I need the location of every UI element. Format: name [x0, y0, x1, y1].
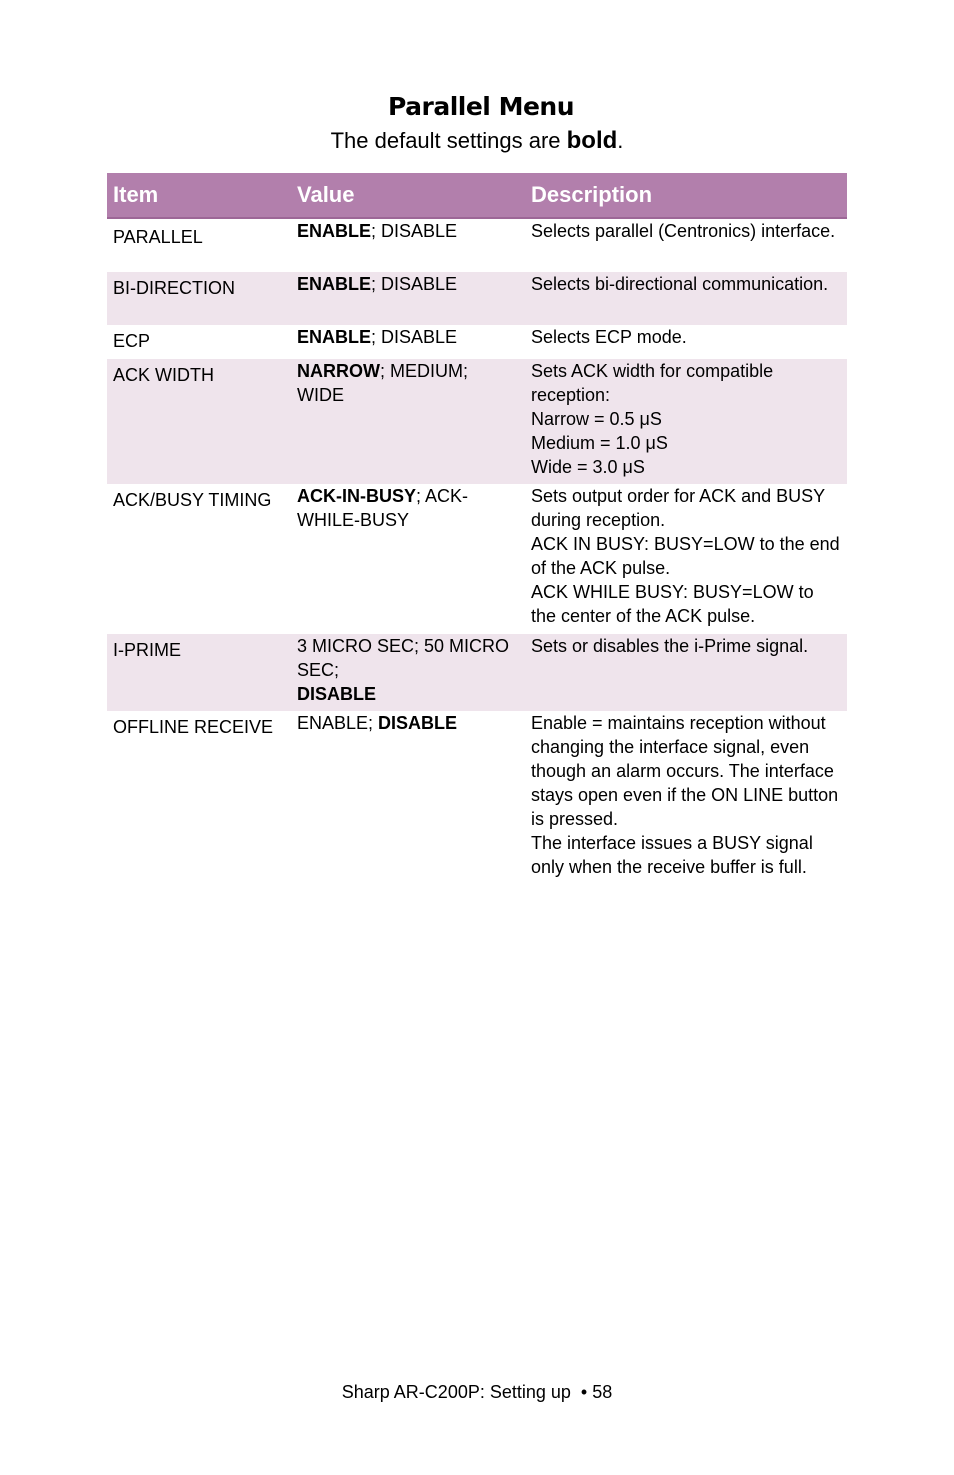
table-row: [107, 484, 847, 634]
value-options: ENABLE;: [297, 713, 379, 733]
value-default: NARROW: [297, 361, 380, 381]
row-description: [525, 272, 847, 325]
value-default: ACK-IN-BUSY: [297, 486, 416, 506]
row-value: [291, 359, 525, 484]
description-line: Sets ACK width for compatible reception:: [531, 361, 774, 405]
description-line: Sets or disables the i-Prime signal.: [531, 636, 809, 656]
value-default: DISABLE: [378, 713, 458, 733]
description-line: Medium = 1.0 μS: [531, 433, 668, 453]
description-line: Selects parallel (Centronics) interface.: [531, 221, 836, 241]
value-default: ENABLE: [297, 327, 372, 347]
row-value: [291, 484, 525, 634]
value-options: 3 MICRO SEC; 50 MICRO SEC;: [297, 636, 510, 680]
row-item: ACK/BUSY TIMING: [113, 490, 272, 510]
page-subtitle: [0, 127, 954, 155]
description-line: ACK IN BUSY: BUSY=LOW to the end of the ACK pulse.: [531, 534, 840, 578]
row-item: PARALLEL: [113, 227, 203, 247]
description-line: Selects ECP mode.: [531, 327, 687, 347]
table-row: [107, 711, 847, 911]
subtitle-suffix: .: [617, 128, 624, 153]
row-value: [291, 218, 525, 272]
header-description: Description: [525, 173, 847, 218]
description-line: Enable = maintains reception without changing the interface signal, even though an alarm occurs. The interface stays open even if the ON LINE button is pressed.: [531, 713, 839, 829]
row-value: [291, 325, 525, 359]
subtitle-text: The default settings are: [330, 128, 567, 153]
row-description: [525, 218, 847, 272]
description-line: Selects bi-directional communication.: [531, 274, 829, 294]
page-title: Parallel Menu: [387, 92, 575, 121]
row-item: ACK WIDTH: [107, 359, 291, 484]
header-value: Value: [291, 173, 525, 218]
subtitle-bold-word: bold: [566, 127, 618, 154]
description-line: Narrow = 0.5 μS: [531, 409, 662, 429]
value-options: ; DISABLE: [371, 221, 458, 241]
table-row: [107, 272, 847, 325]
row-value: [291, 634, 525, 711]
table-header-row: [107, 173, 847, 218]
row-description: [525, 484, 847, 634]
description-line: Sets output order for ACK and BUSY during reception.: [531, 486, 825, 530]
row-item: OFFLINE RECEIVE: [113, 717, 274, 737]
row-item: I-PRIME: [107, 634, 291, 711]
description-line: ACK WHILE BUSY: BUSY=LOW to the center of the ACK pulse.: [531, 582, 814, 626]
row-item: BI-DIRECTION: [107, 272, 291, 325]
row-value: [291, 272, 525, 325]
value-default: ENABLE: [297, 274, 372, 294]
page-footer: Sharp AR-C200P: Setting up • 58: [341, 1382, 613, 1402]
row-description: [525, 634, 847, 711]
value-options: ; MEDIUM; WIDE: [297, 361, 468, 405]
row-value: [291, 711, 525, 911]
row-description: [525, 359, 847, 484]
table-row: [107, 325, 847, 359]
row-item: ECP: [113, 331, 151, 351]
value-options: ; DISABLE: [371, 274, 458, 294]
value-options: ; ACK-WHILE-BUSY: [297, 486, 469, 530]
row-description: [525, 325, 847, 359]
value-default: ENABLE: [297, 221, 372, 241]
parallel-menu-table: [107, 173, 847, 911]
table-row: [107, 634, 847, 711]
header-item: Item: [107, 173, 291, 218]
row-description: [525, 711, 847, 911]
description-line: The interface issues a BUSY signal only when the receive buffer is full.: [531, 833, 813, 877]
value-options: ; DISABLE: [371, 327, 458, 347]
table-row: [107, 218, 847, 272]
value-default: DISABLE: [297, 684, 377, 704]
table-row: [107, 359, 847, 484]
description-line: Wide = 3.0 μS: [531, 457, 645, 477]
